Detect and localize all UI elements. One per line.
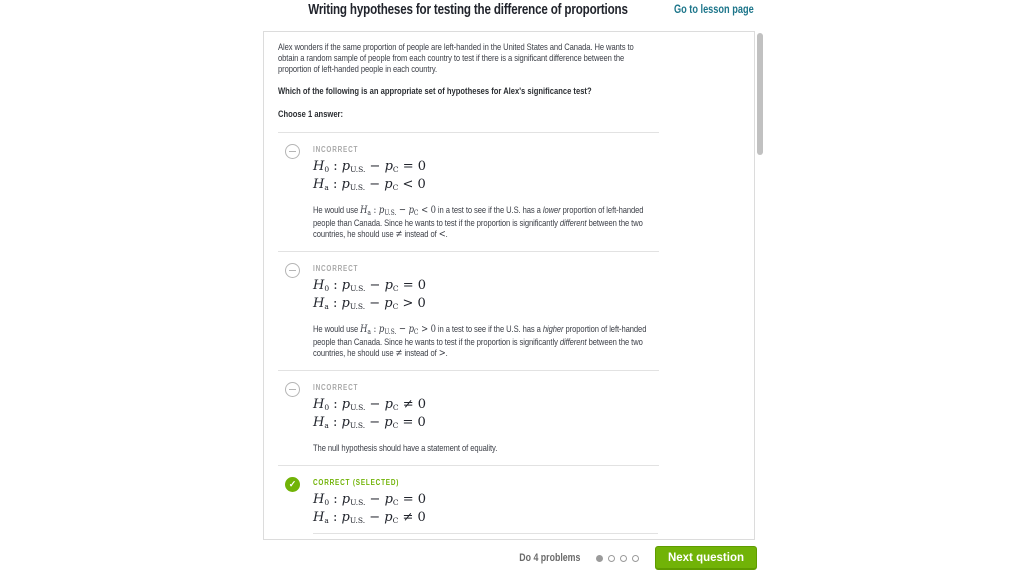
choose-answer-label: Choose 1 answer: bbox=[278, 109, 344, 120]
option-explanation: He would use $H_a$ : $p_{U.S.} - p_C < 0$ in a test to see if the U.S. has a lower proportion of left-handed people than Canada. Since he wants to test if the proportion is significantly different between the two countries, he should use ≠ instead of <. bbox=[313, 204, 644, 240]
progress-dot bbox=[596, 555, 603, 562]
minus-circle-icon[interactable] bbox=[285, 382, 300, 397]
check-circle-icon[interactable] bbox=[285, 477, 300, 492]
option-hypotheses: $H_0$ : $p_{U.S.} - p_C = 0$ $H_a$ : $p_{U.S.} - p_C < 0$ bbox=[313, 159, 427, 192]
answer-option[interactable] bbox=[278, 252, 660, 359]
problem-prompt: Which of the following is an appropriate set of hypotheses for Alex's significance test? bbox=[278, 86, 592, 97]
option-status-label: INCORRECT bbox=[313, 264, 359, 273]
option-status-label: INCORRECT bbox=[313, 383, 359, 392]
answer-option[interactable] bbox=[278, 371, 660, 454]
minus-circle-icon[interactable] bbox=[285, 144, 300, 159]
option-explanation: The null hypothesis should have a statement of equality. bbox=[313, 443, 498, 454]
option-hypotheses: $H_0$ : $p_{U.S.} - p_C = 0$ $H_a$ : $p_{U.S.} - p_C \ne 0$ bbox=[313, 492, 427, 525]
problem-intro: Alex wonders if the same proportion of people are left-handed in the United States and Canada. He wants to obtain a random sample of people from each country to test if there is a significant difference between the proportion of left-handed people in each country. bbox=[278, 42, 634, 75]
go-to-lesson-link[interactable]: Go to lesson page bbox=[674, 4, 754, 16]
next-question-button[interactable]: Next question bbox=[655, 546, 757, 570]
option-status-label: INCORRECT bbox=[313, 145, 359, 154]
progress-dot bbox=[632, 555, 639, 562]
progress-dot bbox=[620, 555, 627, 562]
divider bbox=[313, 533, 658, 534]
answer-option[interactable] bbox=[278, 133, 660, 240]
minus-circle-icon[interactable] bbox=[285, 263, 300, 278]
progress-dot bbox=[608, 555, 615, 562]
answer-option[interactable] bbox=[278, 466, 660, 540]
progress-label: Do 4 problems bbox=[518, 552, 580, 564]
scrollbar-thumb[interactable] bbox=[757, 33, 763, 155]
option-explanation: He would use $H_a$ : $p_{U.S.} - p_C > 0$ in a test to see if the U.S. has a higher proportion of left-handed people than Canada. Since he wants to test if the proportion is significantly different between the two countries, he should use ≠ instead of >. bbox=[313, 323, 647, 359]
page-title: Writing hypotheses for testing the difference of proportions bbox=[308, 2, 628, 18]
footer-bar bbox=[263, 540, 757, 576]
option-hypotheses: $H_0$ : $p_{U.S.} - p_C = 0$ $H_a$ : $p_{U.S.} - p_C > 0$ bbox=[313, 278, 427, 311]
progress-dots bbox=[596, 555, 639, 562]
exercise-card bbox=[263, 31, 755, 540]
option-status-label: CORRECT (SELECTED) bbox=[313, 478, 400, 487]
answer-options-list bbox=[278, 133, 660, 540]
option-hypotheses: $H_0$ : $p_{U.S.} - p_C \ne 0$ $H_a$ : $p_{U.S.} - p_C = 0$ bbox=[313, 397, 427, 430]
